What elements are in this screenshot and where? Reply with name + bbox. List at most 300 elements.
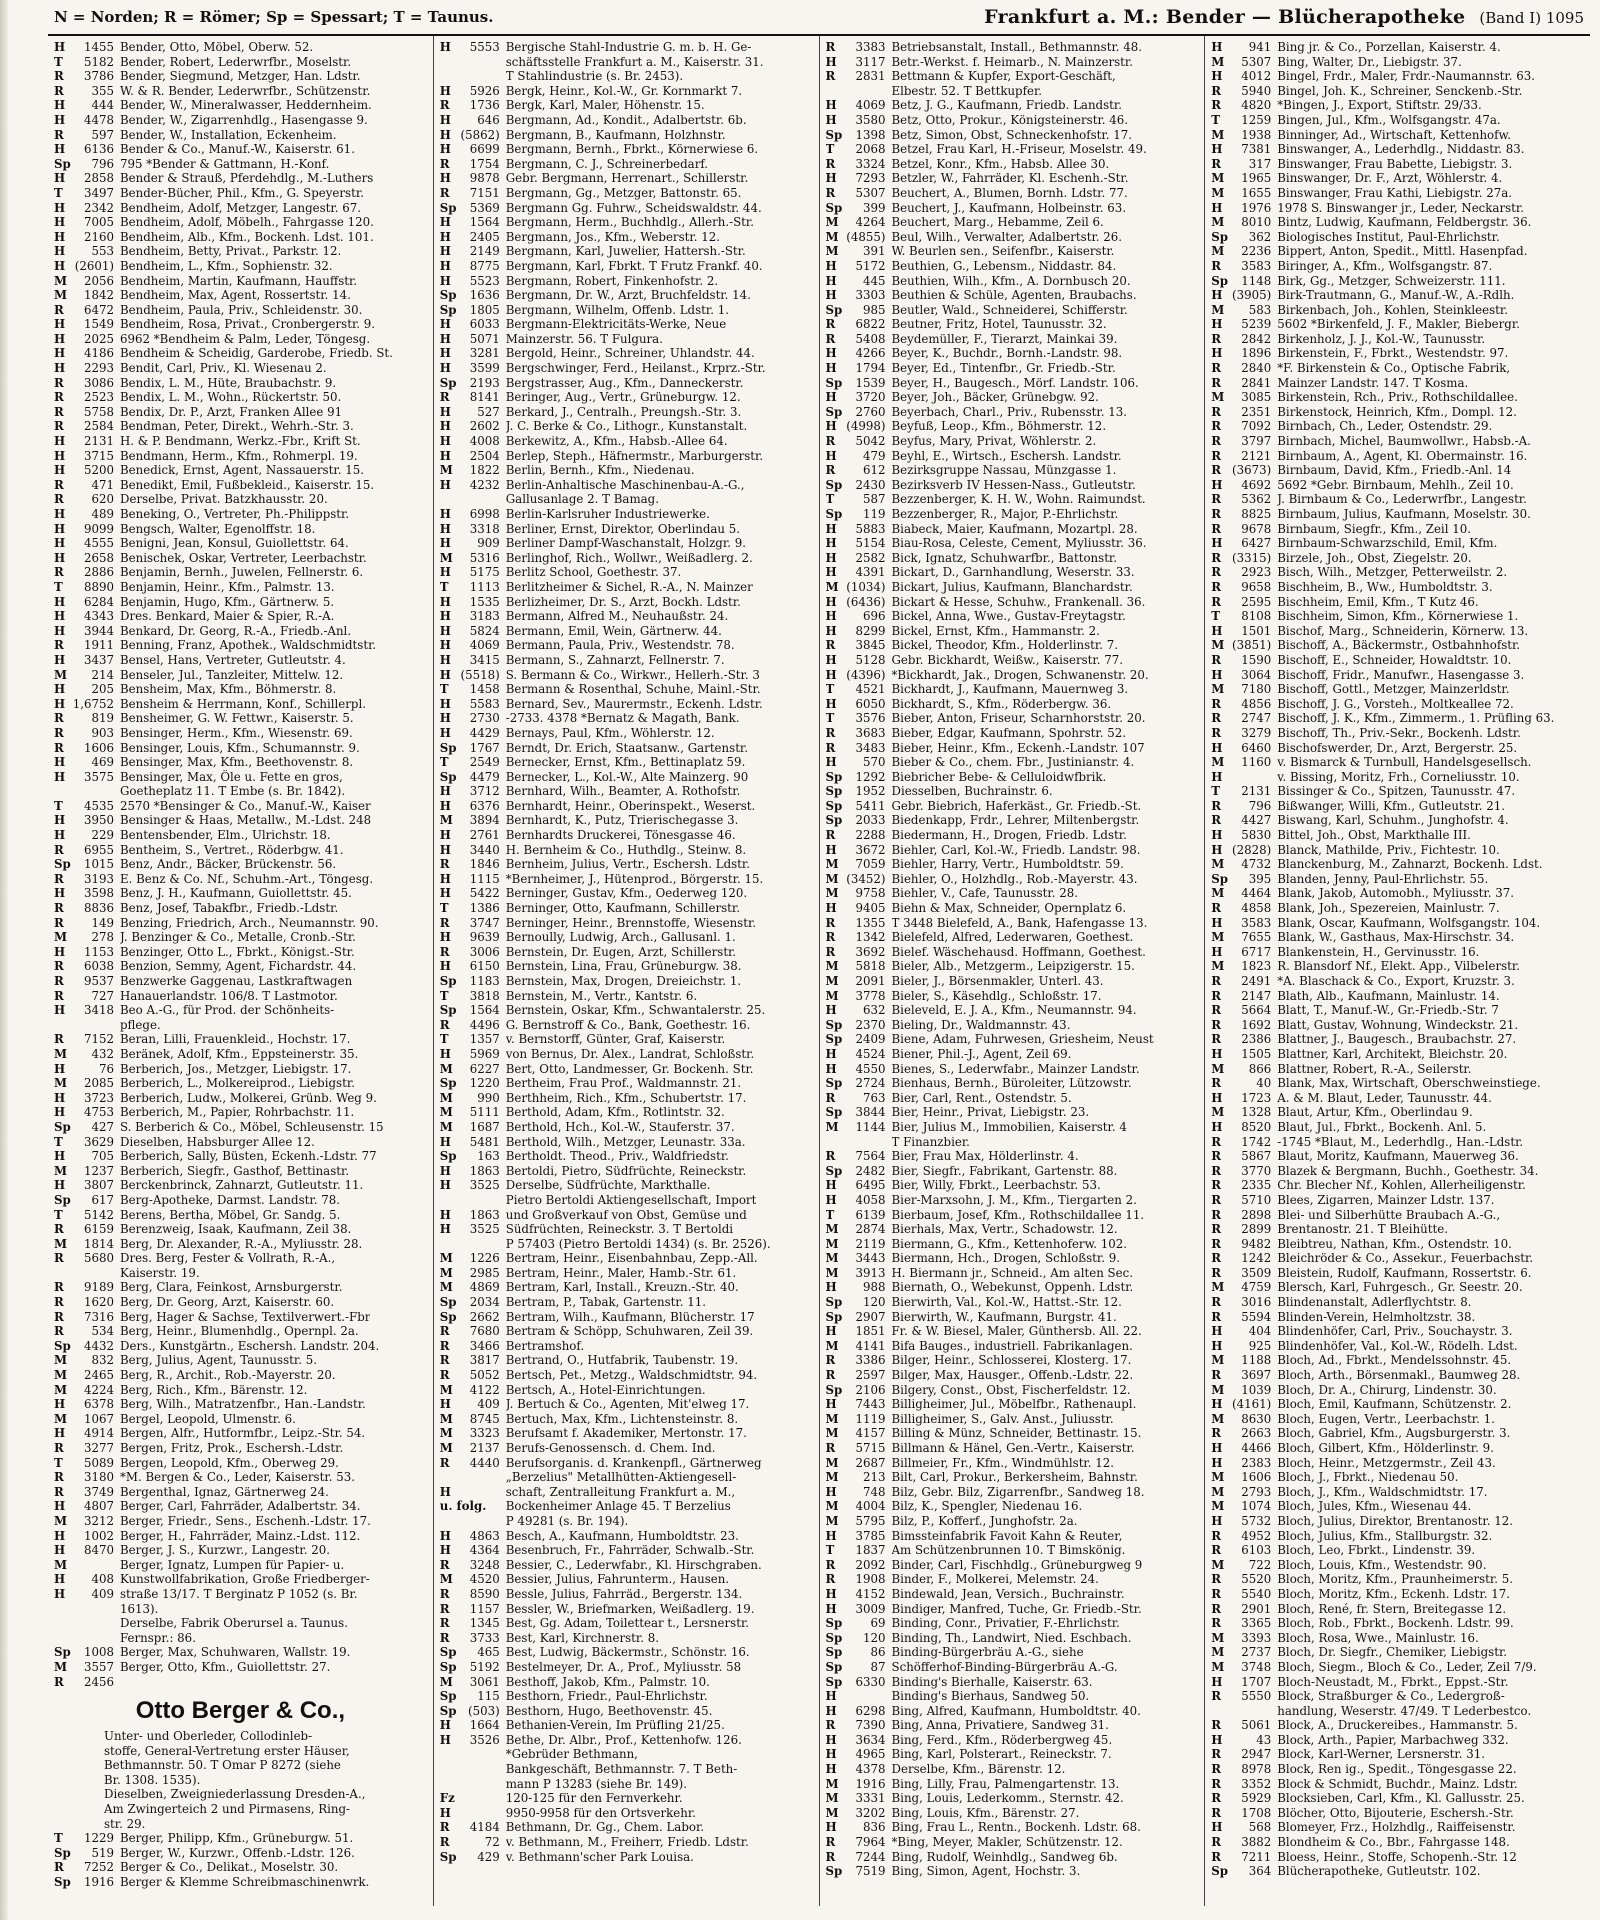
phone-number: 3629 bbox=[83, 1134, 114, 1149]
entry-text: Dres. Berg, Fester & Vollrath, R.-A., bbox=[120, 1251, 336, 1266]
line-code: R bbox=[1211, 1543, 1222, 1558]
phone-number: 7443 bbox=[855, 1397, 886, 1412]
phone-number: 391 bbox=[862, 244, 886, 259]
line-code: H bbox=[439, 448, 451, 463]
phone-number: 3440 bbox=[469, 842, 500, 857]
entry-text: Bloch, J., Kfm., Waldschmidtstr. 17. bbox=[1277, 1484, 1488, 1499]
line-code: M bbox=[1211, 54, 1225, 69]
entry-text: Berckenbrinck, Zahnarzt, Gutleutstr. 11. bbox=[120, 1178, 364, 1193]
entry-text: Binninger, Ad., Wirtschaft, Kettenhofw. bbox=[1277, 127, 1511, 142]
directory-entry bbox=[1211, 682, 1584, 697]
directory-entry bbox=[1211, 1529, 1584, 1544]
phone-number: 2160 bbox=[83, 229, 114, 244]
directory-entry bbox=[1211, 1791, 1584, 1806]
directory-entry bbox=[440, 638, 813, 653]
entry-text: Blinden-Verein, Helmholtzstr. 38. bbox=[1277, 1309, 1476, 1324]
directory-entry bbox=[54, 1558, 427, 1573]
phone-number: 40 bbox=[1256, 1076, 1272, 1091]
directory-entry bbox=[440, 142, 813, 157]
entry-text: Bing, Simon, Agent, Hochstr. 3. bbox=[891, 1864, 1081, 1879]
directory-entry bbox=[440, 857, 813, 872]
phone-number: 5715 bbox=[855, 1441, 886, 1455]
phone-number: 69 bbox=[870, 1616, 886, 1631]
entry-text: v. Bismarck & Turnbull, Handelsgesellsch. bbox=[1277, 755, 1532, 770]
line-code: T bbox=[1211, 112, 1221, 127]
entry-text: Binswanger, A., Lederhdlg., Niddastr. 83. bbox=[1277, 142, 1525, 157]
phone-number: 4820 bbox=[1241, 98, 1272, 113]
entry-text: Bezirksgruppe Nassau, Münzgasse 1. bbox=[891, 463, 1117, 478]
phone-number: 6033 bbox=[469, 317, 500, 332]
directory-entry bbox=[826, 1324, 1199, 1339]
directory-entry bbox=[826, 989, 1199, 1004]
entry-text: Block, A., Druckereibes., Hammanstr. 5. bbox=[1277, 1718, 1518, 1733]
entry-text: Berthold, Wilh., Metzger, Leunastr. 33a. bbox=[505, 1134, 746, 1149]
entry-text: Blath, Alb., Kaufmann, Mainlustr. 14. bbox=[1277, 988, 1500, 1003]
directory-entry bbox=[54, 303, 427, 318]
line-code: H bbox=[54, 1061, 66, 1076]
line-code: R bbox=[1211, 1791, 1222, 1806]
line-code: H bbox=[1211, 915, 1223, 930]
directory-entry bbox=[826, 1076, 1199, 1091]
phone-number: 7390 bbox=[855, 1718, 886, 1733]
entry-text: Biehn & Max, Schneider, Opernplatz 6. bbox=[891, 901, 1127, 916]
entry-text: Bertram & Schöpp, Schuhwaren, Zeil 39. bbox=[505, 1324, 754, 1339]
entry-text: Südfrüchten, Reineckstr. 3. T Bertoldi bbox=[505, 1222, 734, 1237]
entry-text: Berg, Heinr., Blumenhdlg., Opernpl. 2a. bbox=[120, 1324, 359, 1339]
line-code: H bbox=[54, 317, 66, 332]
entry-text: Bilt, Carl, Prokur., Berkersheim, Bahnstr. bbox=[891, 1470, 1138, 1485]
line-code: H bbox=[1211, 536, 1223, 551]
line-code: H bbox=[439, 959, 451, 974]
phone-number: 4759 bbox=[1241, 1280, 1272, 1295]
line-code: H bbox=[54, 696, 66, 711]
phone-number: 3525 bbox=[469, 1222, 500, 1237]
phone-number: 5940 bbox=[1241, 83, 1272, 98]
entry-text: Berliner Dampf-Waschanstalt, Holzgr. 9. bbox=[505, 536, 746, 551]
line-code: R bbox=[825, 434, 836, 449]
line-code: M bbox=[825, 1805, 839, 1820]
phone-number: 3016 bbox=[1241, 1295, 1272, 1310]
entry-text: Benz, Andr., Bäcker, Brückenstr. 56. bbox=[120, 857, 337, 872]
directory-entry bbox=[440, 653, 813, 668]
phone-number: 727 bbox=[91, 988, 114, 1003]
entry-text: H. & P. Bendmann, Werkz.-Fbr., Krift St. bbox=[120, 434, 361, 449]
directory-entry bbox=[440, 1397, 813, 1412]
entry-text: Bloch, Ad., Fbrkt., Mendelssohnstr. 45. bbox=[1277, 1353, 1512, 1368]
line-code: H bbox=[1211, 1455, 1223, 1470]
phone-number: 5883 bbox=[855, 521, 886, 536]
line-code: H bbox=[54, 112, 66, 127]
entry-text: Bergk, Karl, Maler, Höhenstr. 15. bbox=[505, 98, 705, 113]
entry-text: straße 13/17. T Berginatz P 1052 (s. Br. bbox=[120, 1586, 358, 1601]
directory-entry bbox=[1211, 1558, 1584, 1573]
entry-text: Benseler, Jul., Tanzleiter, Mittelw. 12. bbox=[120, 667, 344, 682]
line-code: H bbox=[54, 886, 66, 901]
entry-text: Bieler, J., Börsenmakler, Unterl. 43. bbox=[891, 974, 1104, 988]
line-code: H bbox=[439, 258, 451, 273]
line-code: M bbox=[439, 813, 453, 828]
entry-text: Gebr. Bickhardt, Weißw., Kaiserstr. 77. bbox=[891, 652, 1123, 667]
directory-entry bbox=[1211, 872, 1584, 887]
entry-text: Bienhaus, Bernh., Büroleiter, Lützowstr. bbox=[891, 1076, 1132, 1091]
entry-text: Berens, Bertha, Möbel, Gr. Sandg. 5. bbox=[120, 1207, 341, 1222]
directory-entry bbox=[54, 1076, 427, 1091]
entry-text: Bintz, Ludwig, Kaufmann, Feldbergstr. 36. bbox=[1277, 215, 1532, 230]
phone-number: 409 bbox=[477, 1397, 500, 1412]
entry-text: Bezzenberger, K. H. W., Wohn. Raimundst. bbox=[891, 492, 1146, 507]
phone-number: 3248 bbox=[469, 1557, 500, 1572]
phone-number: 1692 bbox=[1241, 1017, 1272, 1032]
directory-entry bbox=[1211, 638, 1584, 653]
entry-text: Schöfferhof-Binding-Bürgerbräu A.-G. bbox=[891, 1659, 1118, 1674]
entry-text: Bendman, Peter, Direkt., Wehrh.-Str. 3. bbox=[120, 419, 354, 434]
line-code: R bbox=[1211, 550, 1222, 565]
directory-entry bbox=[440, 128, 813, 143]
directory-entry bbox=[1211, 478, 1584, 493]
entry-text: Fernspr.: 86. bbox=[120, 1630, 196, 1645]
entry-text: Beuchert, Marg., Hebamme, Zeil 6. bbox=[891, 215, 1104, 230]
phone-number: 2383 bbox=[1241, 1455, 1272, 1470]
line-code: R bbox=[1211, 1178, 1222, 1193]
entry-text: Bindiger, Manfred, Tuche, Gr. Friedb.-Str. bbox=[891, 1601, 1142, 1616]
entry-text: Berberich, Sally, Büsten, Eckenh.-Ldstr. 77 bbox=[120, 1149, 377, 1164]
entry-text: v. Bethmann'scher Park Louisa. bbox=[505, 1849, 694, 1864]
line-code: H bbox=[54, 434, 66, 449]
directory-entry bbox=[440, 595, 813, 610]
phone-number: 229 bbox=[91, 828, 114, 843]
directory-entry bbox=[826, 303, 1199, 318]
entry-text: Bensinger, Max, Öle u. Fette en gros, bbox=[120, 769, 343, 784]
entry-text: Block & Schmidt, Buchdr., Mainz. Ldstr. bbox=[1277, 1776, 1518, 1791]
line-code bbox=[440, 1470, 456, 1485]
directory-entry bbox=[826, 522, 1199, 537]
phone-number: 149 bbox=[91, 915, 114, 930]
directory-entry bbox=[440, 1237, 813, 1252]
line-code: R bbox=[54, 375, 64, 390]
directory-entry bbox=[826, 624, 1199, 639]
directory-entry bbox=[440, 1178, 813, 1193]
phone-number: 2147 bbox=[1241, 988, 1272, 1003]
entry-text: Bockenheimer Anlage 45. T Berzelius bbox=[505, 1499, 731, 1514]
line-code: R bbox=[1211, 375, 1222, 390]
entry-text: Bender, Otto, Möbel, Oberw. 52. bbox=[120, 40, 314, 54]
directory-entry bbox=[440, 1587, 813, 1602]
directory-entry bbox=[440, 346, 813, 361]
phone-number: 3580 bbox=[855, 112, 886, 127]
directory-entry bbox=[54, 186, 427, 201]
entry-text: Biedenkapp, Frdr., Lehrer, Miltenbergstr. bbox=[891, 813, 1140, 828]
entry-text: Chr. Blecher Nf., Kohlen, Allerheiligenstr. bbox=[1277, 1178, 1526, 1193]
line-code: M bbox=[439, 1572, 453, 1587]
entry-text: Bengsch, Walter, Egenolffstr. 18. bbox=[120, 521, 316, 536]
line-code: H bbox=[1211, 1674, 1223, 1689]
directory-entry bbox=[826, 813, 1199, 828]
entry-text: Binder, F., Molkerei, Melemstr. 24. bbox=[891, 1572, 1099, 1587]
directory-entry bbox=[440, 1718, 813, 1733]
phone-number: 1113 bbox=[469, 579, 500, 594]
otto-berger-ad bbox=[54, 1675, 427, 1832]
directory-entry bbox=[54, 1178, 427, 1193]
phone-number: 1822 bbox=[469, 463, 500, 478]
directory-entry bbox=[1211, 1616, 1584, 1631]
phone-number: 4965 bbox=[855, 1747, 886, 1762]
line-code: R bbox=[54, 974, 64, 988]
directory-columns bbox=[48, 36, 1590, 1906]
directory-entry bbox=[1211, 989, 1584, 1004]
line-code: H bbox=[825, 1324, 837, 1339]
line-code: R bbox=[1211, 1032, 1222, 1047]
phone-number: 8890 bbox=[83, 579, 114, 594]
directory-entry bbox=[440, 1704, 813, 1719]
phone-number: 2430 bbox=[855, 477, 886, 492]
line-code: R bbox=[825, 1835, 836, 1850]
line-code: H bbox=[1211, 142, 1223, 157]
directory-entry bbox=[440, 171, 813, 186]
phone-number bbox=[842, 1135, 892, 1150]
line-code: R bbox=[439, 1601, 450, 1616]
directory-entry bbox=[826, 1295, 1199, 1310]
column-1-entries bbox=[54, 40, 427, 1675]
line-code: T bbox=[825, 682, 835, 697]
line-code: T bbox=[439, 1032, 449, 1047]
entry-text: Berg, Julius, Agent, Taunusstr. 5. bbox=[120, 1353, 317, 1368]
line-code: M bbox=[54, 930, 68, 945]
line-code: H bbox=[439, 112, 451, 127]
entry-text: Beydemüller, F., Tierarzt, Mainkai 39. bbox=[891, 331, 1118, 346]
phone-number: 2491 bbox=[1241, 974, 1272, 988]
directory-entry bbox=[826, 1514, 1199, 1529]
entry-text: Berger, H., Fahrräder, Mainz.-Ldst. 112. bbox=[120, 1528, 361, 1543]
phone-number: 4432 bbox=[83, 1338, 114, 1353]
phone-number: 985 bbox=[862, 302, 886, 317]
line-code: R bbox=[1211, 1251, 1222, 1266]
phone-number: 5071 bbox=[469, 331, 500, 346]
phone-number: 1002 bbox=[83, 1528, 114, 1543]
directory-entry bbox=[826, 1047, 1199, 1062]
entry-text: Berg, Dr. Georg, Arzt, Kaiserstr. 60. bbox=[120, 1295, 335, 1310]
line-code: H bbox=[54, 331, 66, 346]
phone-number: 4440 bbox=[469, 1455, 500, 1470]
directory-entry bbox=[54, 98, 427, 113]
phone-number: 4429 bbox=[469, 725, 500, 740]
line-code: H bbox=[54, 1090, 66, 1105]
entry-text: Beutner, Fritz, Hotel, Taunusstr. 32. bbox=[891, 317, 1107, 332]
phone-number: 4496 bbox=[469, 1017, 500, 1032]
directory-entry bbox=[54, 230, 427, 245]
phone-number: 705 bbox=[91, 1149, 114, 1164]
phone-number: 2131 bbox=[83, 434, 114, 449]
line-code: R bbox=[825, 740, 836, 755]
line-code: H bbox=[439, 171, 451, 186]
directory-entry bbox=[826, 857, 1199, 872]
phone-number: 2068 bbox=[855, 142, 886, 157]
entry-text: Block, Straßburger & Co., Ledergroß- bbox=[1277, 1689, 1505, 1704]
entry-text: Bermann, Paula, Priv., Westendstr. 78. bbox=[505, 638, 735, 653]
line-code: R bbox=[1211, 98, 1222, 113]
entry-text: Besthoff, Jakob, Kfm., Palmstr. 10. bbox=[505, 1674, 710, 1689]
line-code: M bbox=[439, 1090, 453, 1105]
phone-number: 2737 bbox=[1241, 1645, 1272, 1660]
directory-entry bbox=[1211, 1076, 1584, 1091]
entry-text: Blocksieben, Carl, Kfm., Kl. Gallusstr. 25. bbox=[1277, 1791, 1525, 1806]
column-2-entries bbox=[440, 40, 813, 1864]
directory-entry bbox=[54, 405, 427, 420]
directory-entry bbox=[826, 1368, 1199, 1383]
entry-text: Bippert, Anton, Spedit., Mittl. Hasenpfad. bbox=[1277, 244, 1528, 259]
entry-text: Bischoff, A., Bäckermstr., Ostbahnhofstr. bbox=[1277, 638, 1521, 653]
entry-text: Bloch, Jules, Kfm., Wiesenau 44. bbox=[1277, 1499, 1472, 1514]
phone-number bbox=[456, 1762, 506, 1777]
entry-text: Bloch, Eugen, Vertr., Leerbachstr. 1. bbox=[1277, 1411, 1495, 1426]
entry-text: Bing, Walter, Dr., Liebigstr. 37. bbox=[1277, 54, 1462, 69]
line-code: R bbox=[439, 1338, 450, 1353]
phone-number: 2724 bbox=[855, 1076, 886, 1091]
directory-entry bbox=[826, 1120, 1199, 1135]
entry-text: Biringer, A., Kfm., Wolfsgangstr. 87. bbox=[1277, 258, 1493, 273]
line-code: M bbox=[1211, 171, 1225, 186]
phone-number: 3747 bbox=[469, 915, 500, 930]
line-code: R bbox=[1211, 1017, 1222, 1032]
line-code: R bbox=[1211, 1076, 1222, 1091]
line-code: T bbox=[54, 579, 63, 594]
line-code: H bbox=[54, 609, 66, 624]
phone-number: 9482 bbox=[1241, 1236, 1272, 1251]
phone-number: 5239 bbox=[1241, 317, 1272, 332]
column-1-tail bbox=[54, 1831, 427, 1889]
phone-number: 2025 bbox=[83, 331, 114, 346]
entry-text: Bierbaum, Josef, Kfm., Rothschildallee 11. bbox=[891, 1207, 1145, 1222]
line-code: M bbox=[1211, 1484, 1225, 1499]
entry-text: Bergk, Heinr., Kol.-W., Gr. Kornmarkt 7. bbox=[505, 83, 743, 98]
entry-text: Beringer, Aug., Vertr., Grüneburgw. 12. bbox=[505, 390, 741, 405]
line-code: H bbox=[54, 507, 66, 521]
phone-number: 748 bbox=[862, 1484, 886, 1499]
phone-number: 5111 bbox=[469, 1105, 500, 1120]
phone-number bbox=[842, 1689, 892, 1704]
directory-entry bbox=[1211, 930, 1584, 945]
line-code: M bbox=[825, 1251, 839, 1266]
phone-number: 3466 bbox=[469, 1338, 500, 1353]
line-code: R bbox=[54, 1032, 64, 1047]
entry-text: Berlinghof, Rich., Wollwr., Weißadlerg. 2. bbox=[505, 550, 753, 565]
entry-text: Betzler, W., Fahrräder, Kl. Eschenh.-Str. bbox=[891, 171, 1129, 186]
column-3-entries bbox=[826, 40, 1199, 1879]
entry-text: Berberich, L., Molkereiprod., Liebigstr. bbox=[120, 1076, 355, 1091]
entry-text: J. Benzinger & Co., Metalle, Cronb.-Str. bbox=[120, 930, 356, 945]
phone-number: 1965 bbox=[1241, 171, 1272, 186]
ad-line: str. 29. bbox=[104, 1816, 146, 1831]
line-code: R bbox=[1211, 579, 1222, 594]
line-code: R bbox=[1211, 1003, 1222, 1018]
directory-entry bbox=[826, 668, 1199, 683]
directory-entry bbox=[54, 711, 427, 726]
directory-entry bbox=[1211, 1543, 1584, 1558]
phone-number: 3672 bbox=[855, 842, 886, 857]
directory-entry bbox=[1211, 580, 1584, 595]
phone-number: 3748 bbox=[1241, 1659, 1272, 1674]
phone-number: 408 bbox=[91, 1572, 114, 1587]
directory-entry bbox=[826, 1806, 1199, 1821]
directory-entry bbox=[440, 1047, 813, 1062]
phone-number: 120 bbox=[862, 1630, 886, 1645]
entry-text: 1978 S. Binswanger jr., Leder, Neckarstr. bbox=[1277, 200, 1524, 215]
entry-text: Best, Karl, Kirchnerstr. 8. bbox=[505, 1630, 659, 1645]
entry-text: Bertramshof. bbox=[505, 1338, 585, 1353]
phone-number: 6376 bbox=[469, 798, 500, 813]
directory-entry bbox=[440, 113, 813, 128]
entry-text: Bendheim, Adolf, Möbelh., Fahrgasse 120. bbox=[120, 215, 374, 230]
line-code: M bbox=[439, 1426, 453, 1441]
entry-text: Bertram, Karl, Install., Kreuzn.-Str. 40. bbox=[505, 1280, 739, 1295]
phone-number: 4224 bbox=[83, 1382, 114, 1397]
phone-number: 925 bbox=[1248, 1338, 1272, 1353]
entry-text: Bloch-Neustadt, M., Fbrkt., Eppst.-Str. bbox=[1277, 1674, 1509, 1689]
phone-number: 5523 bbox=[469, 273, 500, 288]
phone-number: 2085 bbox=[83, 1076, 114, 1091]
directory-entry bbox=[826, 755, 1199, 770]
directory-entry bbox=[54, 128, 427, 143]
line-code: R bbox=[1211, 1601, 1222, 1616]
line-code: R bbox=[54, 1324, 64, 1339]
directory-entry bbox=[1211, 1747, 1584, 1762]
line-code: M bbox=[825, 1411, 839, 1426]
line-code: R bbox=[1211, 594, 1222, 609]
entry-text: Bingen, Jul., Kfm., Wolfsgangstr. 47a. bbox=[1277, 112, 1501, 127]
directory-entry bbox=[440, 405, 813, 420]
directory-entry bbox=[826, 901, 1199, 916]
line-code: H bbox=[439, 1222, 451, 1237]
directory-entry bbox=[826, 828, 1199, 843]
line-code: H bbox=[54, 1528, 66, 1543]
directory-entry bbox=[440, 55, 813, 70]
directory-entry bbox=[440, 1164, 813, 1179]
directory-entry bbox=[826, 536, 1199, 551]
directory-entry bbox=[1211, 317, 1584, 332]
directory-entry bbox=[54, 1032, 427, 1047]
directory-entry bbox=[826, 1149, 1199, 1164]
line-code: Sp bbox=[825, 1163, 843, 1178]
entry-text: Bendheim, Rosa, Privat., Cronbergerstr. 9. bbox=[120, 317, 376, 332]
entry-text: Goetheplatz 11. T Embe (s. Br. 1842). bbox=[120, 784, 346, 799]
directory-entry bbox=[826, 741, 1199, 756]
entry-text: Bilgery, Const., Obst, Fischerfeldstr. 12. bbox=[891, 1382, 1131, 1397]
phone-number: 1823 bbox=[1241, 959, 1272, 974]
directory-entry bbox=[826, 1091, 1199, 1106]
directory-entry bbox=[54, 1193, 427, 1208]
phone-number: 2121 bbox=[1241, 448, 1272, 463]
entry-text: Bick, Ignatz, Schuhwarfbr., Battonstr. bbox=[891, 550, 1118, 565]
directory-entry bbox=[440, 390, 813, 405]
line-code: R bbox=[439, 1017, 450, 1032]
entry-text: Bienes, S., Lederwfabr., Mainzer Landstr. bbox=[891, 1061, 1140, 1076]
entry-text: 5602 *Birkenfeld, J. F., Makler, Biebergr. bbox=[1277, 317, 1520, 332]
phone-number bbox=[70, 784, 120, 799]
line-code: H bbox=[825, 1484, 837, 1499]
line-code: R bbox=[1211, 696, 1222, 711]
entry-text: Bier, Carl, Rent., Ostendstr. 5. bbox=[891, 1090, 1072, 1105]
phone-number: 4141 bbox=[855, 1338, 886, 1353]
directory-entry bbox=[54, 1003, 427, 1018]
directory-entry bbox=[826, 1280, 1199, 1295]
directory-entry bbox=[826, 419, 1199, 434]
volume-page-number: (Band I) 1095 bbox=[1479, 9, 1584, 27]
line-code bbox=[440, 69, 456, 84]
line-code: R bbox=[825, 828, 836, 843]
entry-text: Bischofswerder, Dr., Arzt, Bergerstr. 25. bbox=[1277, 740, 1518, 755]
entry-text: Blattner, Karl, Architekt, Bleichstr. 20. bbox=[1277, 1046, 1508, 1061]
directory-entry bbox=[826, 1310, 1199, 1325]
phone-number: 5818 bbox=[855, 959, 886, 974]
